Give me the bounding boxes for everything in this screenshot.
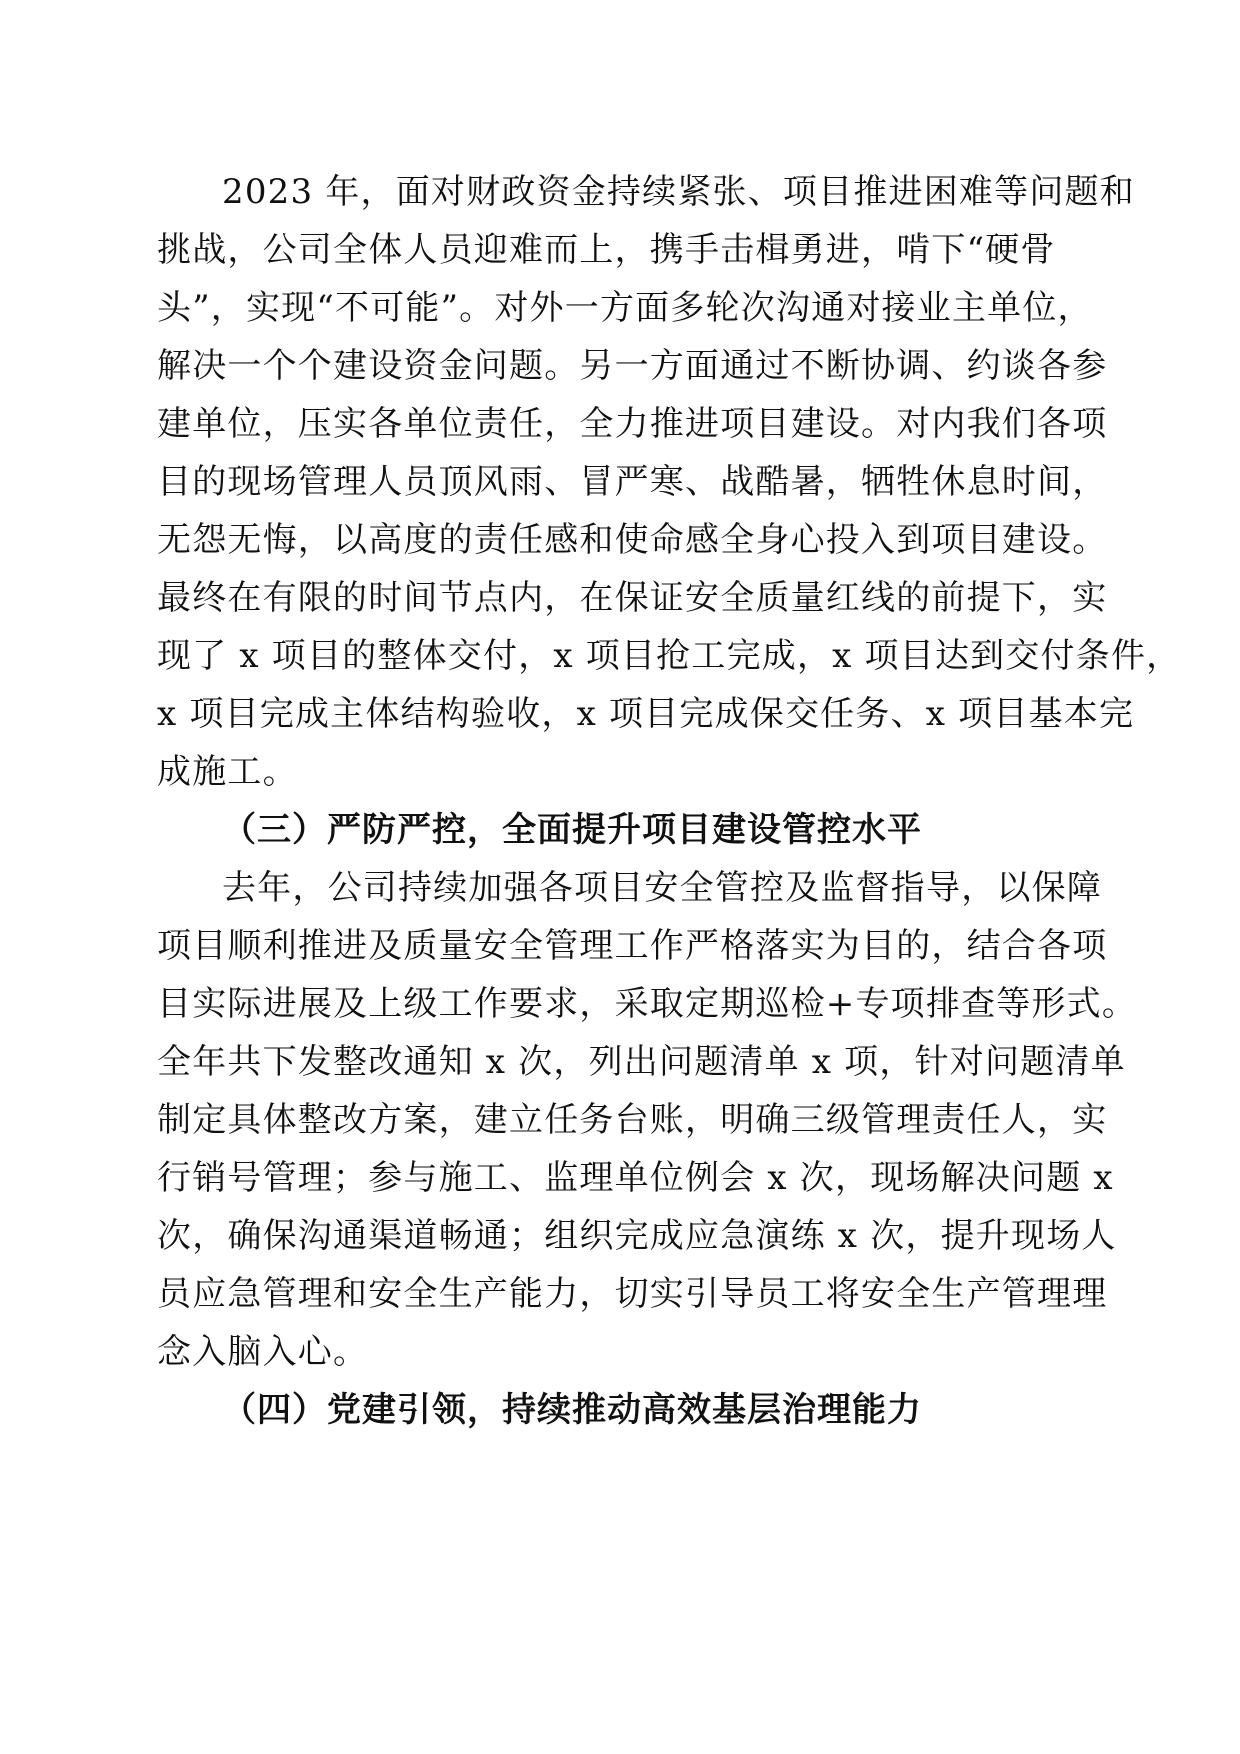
paragraph-1-line: 最终在有限的时间节点内，在保证安全质量红线的前提下，实	[157, 578, 1108, 618]
paragraph-2-line: 员应急管理和安全生产能力，切实引导员工将安全生产管理理	[157, 1274, 1108, 1314]
paragraph-1-line: 成施工。	[157, 752, 298, 792]
section-heading-4: （四）党建引领，持续推动高效基层治理能力	[222, 1390, 922, 1430]
paragraph-2-line: 去年，公司持续加强各项目安全管控及监督指导，以保障	[222, 868, 1102, 908]
paragraph-1-line: 2023 年，面对财政资金持续紧张、项目推进困难等问题和	[222, 172, 1135, 212]
paragraph-1-line: 挑战，公司全体人员迎难而上，携手击楫勇进，啃下“硬骨	[157, 230, 1056, 270]
paragraph-1-line: 现了 x 项目的整体交付，x 项目抢工完成，x 项目达到交付条件，	[157, 636, 1182, 676]
paragraph-1-line: 无怨无悔，以高度的责任感和使命感全身心投入到项目建设。	[157, 520, 1108, 560]
section-heading-3: （三）严防严控，全面提升项目建设管控水平	[222, 810, 922, 850]
paragraph-1-line: 头”，实现“不可能”。对外一方面多轮次沟通对接业主单位，	[157, 288, 1093, 328]
paragraph-1-line: 建单位，压实各单位责任，全力推进项目建设。对内我们各项	[157, 404, 1108, 444]
paragraph-2-line: 目实际进展及上级工作要求，采取定期巡检+专项排查等形式。	[157, 984, 1138, 1024]
paragraph-2-line: 行销号管理；参与施工、监理单位例会 x 次，现场解决问题 x	[157, 1158, 1114, 1198]
paragraph-2-line: 项目顺利推进及质量安全管理工作严格落实为目的，结合各项	[157, 926, 1108, 966]
paragraph-2-line: 全年共下发整改通知 x 次，列出问题清单 x 项，针对问题清单	[157, 1042, 1126, 1082]
paragraph-1-line: x 项目完成主体结构验收，x 项目完成保交任务、x 项目基本完	[157, 694, 1135, 734]
paragraph-2-line: 次，确保沟通渠道畅通；组织完成应急演练 x 次，提升现场人	[157, 1216, 1117, 1256]
paragraph-1-line: 目的现场管理人员顶风雨、冒严寒、战酷暑，牺牲休息时间，	[157, 462, 1108, 502]
paragraph-2-line: 制定具体整改方案，建立任务台账，明确三级管理责任人，实	[157, 1100, 1108, 1140]
paragraph-1-line: 解决一个个建设资金问题。另一方面通过不断协调、约谈各参	[157, 346, 1108, 386]
paragraph-2-line: 念入脑入心。	[157, 1332, 369, 1372]
